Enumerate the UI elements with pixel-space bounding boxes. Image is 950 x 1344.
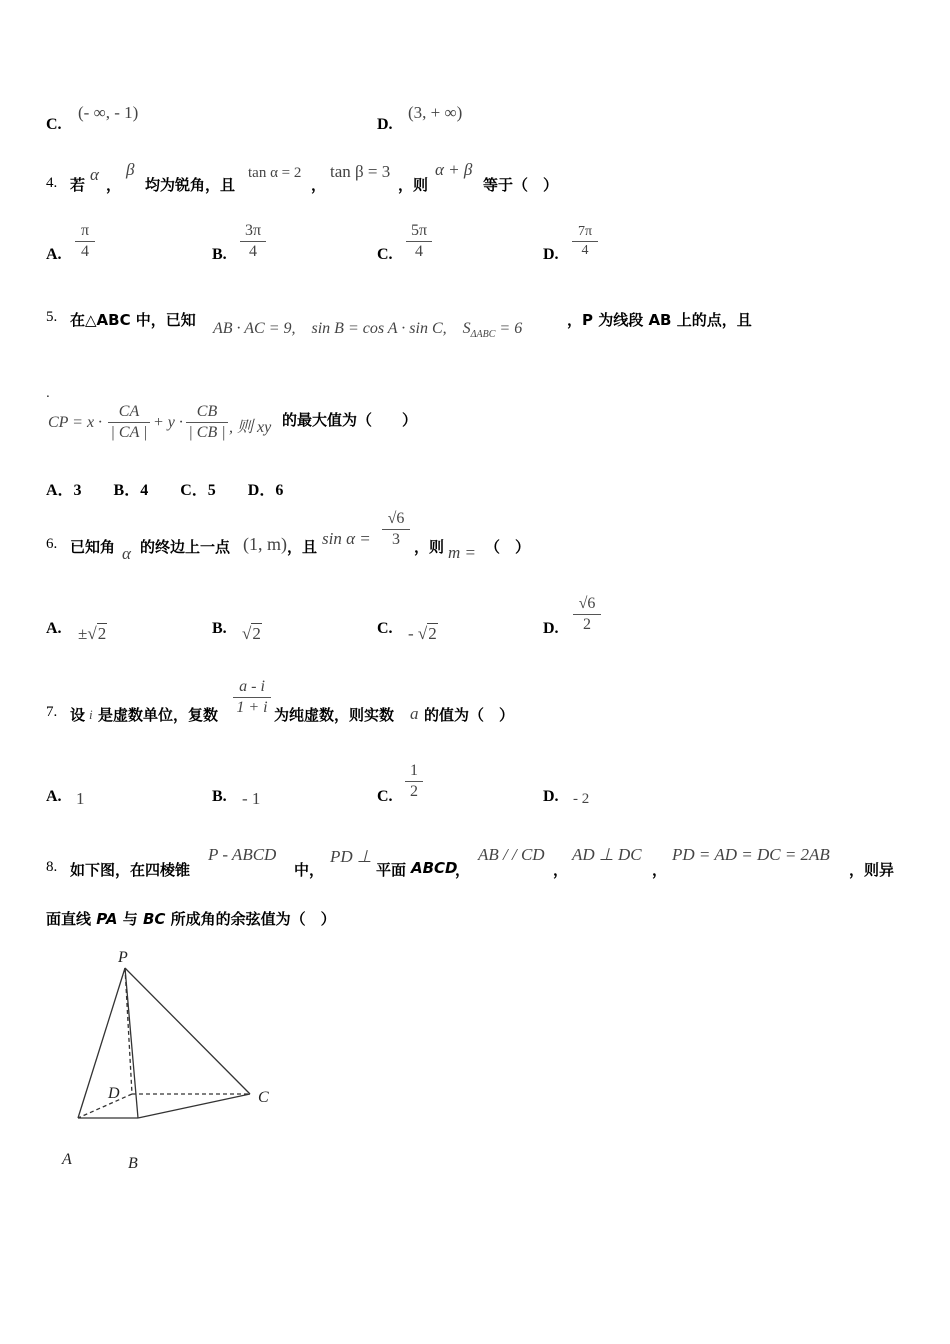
q7-option-d-label: D. [543,788,559,805]
q4-option-d-den: 4 [581,243,589,258]
q7-option-b-value: - 1 [242,789,261,808]
label-d: D [108,1085,120,1102]
q4-option-a-label: A. [46,246,62,263]
q7-option-a-value: 1 [76,789,85,808]
q8-line2-b: 与 [122,910,138,928]
q8-pyramid: P - ABCD [208,845,277,864]
q5-dot: . [46,386,50,400]
q5-text-3: 的最大值为（ ） [282,411,418,429]
q7-option-d-value: - 2 [573,791,590,807]
pyramid-figure [50,940,290,1180]
q7-option-b-label: B. [212,788,227,805]
q4-option-d-label: D. [543,246,559,263]
q4-option-d-fraction [572,224,598,259]
q7-fraction [233,678,271,717]
q4-option-a-den: 4 [81,243,89,260]
q5-cond-text: AB · AC = 9, sin B = cos A · sin C, S [213,320,471,337]
q7-option-c-label: C. [377,788,393,805]
q5-options: A．3 B．4 C．5 D．6 [46,482,284,499]
label-a: A [62,1151,72,1168]
q7-option-c-num: 1 [405,762,423,782]
q5-cb-num: CB [186,403,228,423]
q6-option-d-rad: 6 [587,595,596,612]
q8-line2-a: 面直线 [46,910,92,928]
q5-text-1: 在△ABC 中，已知 [70,311,196,329]
q4-sum: α + β [435,160,473,179]
q4-option-d-num: 7π [572,224,598,242]
q8-bc: BC [142,910,166,928]
q3-option-d-value: (3, + ∞) [408,103,463,122]
q6-den: 3 [392,531,400,548]
q7-text-4: 的值为（ ） [424,706,515,724]
q6-option-b-value: √2 [242,624,261,643]
q6-sqrt-num: 6 [396,510,405,527]
q8-comma-2: ， [553,861,569,879]
q4-option-b-num: 3π [240,222,266,242]
q4-option-c-num: 5π [406,222,432,242]
q6-text-1: 已知角 [70,538,116,556]
q7-text-1: 设 [70,706,86,724]
q6-number: 6. [46,536,58,552]
q6-option-c-value: - √2 [408,624,437,643]
q6-text-3: ，且 [287,538,318,556]
q6-option-a-rad: 2 [97,624,107,643]
q6-sin: sin α = [322,529,371,548]
q5-ca-den: | CA | [110,424,148,441]
q4-number: 4. [46,175,58,191]
q6-alpha: α [122,544,131,563]
q6-text-5: （ ） [485,538,531,556]
edge-bc [138,1094,250,1118]
q5-ca-num: CA [108,403,150,423]
q5-then: , 则 xy [229,419,272,436]
q6-text-4: ，则 [414,538,445,556]
q5-ca-fraction [108,403,150,442]
q4-comma: ， [106,176,122,194]
q5-cond-tail: = 6 [495,320,523,337]
q4-comma-2: ， [311,176,327,194]
q8-text-1: 如下图，在四棱锥 [70,861,191,879]
q8-pa: PA [96,910,118,928]
q6-fraction: $\frac{√6}{3}$ [382,510,410,549]
q7-i: i [89,707,93,722]
q7-den: 1 + i [236,699,268,716]
q7-text-2: 是虚数单位，复数 [98,706,219,724]
q4-option-c-fraction [406,222,432,261]
q4-option-c-den: 4 [415,243,423,260]
q4-text-4: 等于（ ） [483,176,559,194]
q4-option-a-num: π [75,222,95,242]
label-b: B [128,1155,138,1172]
q6-option-d-fraction: $\frac{√6}{2}$ [573,595,601,634]
q4-text-1: 若 [70,176,86,194]
q6-m: m = [448,543,476,562]
q6-option-c-rad: 2 [428,624,437,643]
q5-cb-fraction [186,403,228,442]
q6-option-d-den: 2 [583,616,591,633]
q4-alpha: α [90,165,99,184]
q4-option-b-fraction [240,222,266,261]
q8-cond-3: PD = AD = DC = 2AB [672,845,830,864]
q6-point: (1, m) [243,534,287,554]
q4-tan-beta: tan β = 3 [330,162,391,181]
q8-abcd: ABCD [411,859,458,877]
q7-a: a [410,704,419,723]
q4-option-c-label: C. [377,246,393,263]
q8-cond-2: AD ⊥ DC [572,845,642,864]
q7-option-c-fraction [405,762,423,801]
q7-number: 7. [46,704,58,720]
q5-area-subscript: ΔABC [470,329,496,341]
q5-plus-y: + y · [153,414,183,431]
q6-option-a-label: A. [46,620,62,637]
q8-text-4: ，则异 [849,861,895,879]
q4-text-3: ，则 [398,176,429,194]
q6-text-2: 的终边上一点 [140,538,231,556]
q4-text-2: 均为锐角，且 [145,176,236,194]
q8-line2-c: 所成角的余弦值为（ ） [170,910,336,928]
q4-tan-alpha: tan α = 2 [248,165,302,181]
q6-option-d-label: D. [543,620,559,637]
q7-text-3: 为纯虚数，则实数 [274,706,395,724]
q4-beta: β [126,160,135,179]
q8-text-3: 平面 [376,861,407,879]
q3-option-d-label: D. [377,116,393,133]
label-c: C [258,1089,269,1106]
q8-comma-1: ， [455,861,471,879]
edge-pb [125,968,138,1118]
q6-option-a-prefix: ± [78,624,88,643]
q6-option-b-rad: 2 [252,624,261,643]
edge-da-hidden [78,1094,132,1118]
q8-pd: PD ⊥ [330,847,372,866]
q8-line-2 [46,908,336,929]
q8-cond-1: AB / / CD [478,845,545,864]
q8-text-2: 中， [294,861,325,879]
q6-option-c-label: C. [377,620,393,637]
q4-option-b-den: 4 [249,243,257,260]
q8-number: 8. [46,859,58,875]
q7-num: a - i [233,678,271,698]
q3-option-c-value: (- ∞, - 1) [78,103,139,122]
q6-option-b-label: B. [212,620,227,637]
q5-cp-lhs: CP = x · [48,414,103,431]
q5-number: 5. [46,309,58,325]
q4-option-b-label: B. [212,246,227,263]
q7-option-c-den: 2 [410,783,418,800]
q8-comma-3: ， [652,861,668,879]
q7-option-a-label: A. [46,788,62,805]
question-4 [46,172,57,192]
q4-option-a-fraction [75,222,95,261]
q5-text-2: ，P 为线段 AB 上的点，且 [567,311,752,329]
q6-option-c-prefix: - [408,624,418,643]
q3-option-c-label: C. [46,116,62,133]
q5-cb-den: | CB | [188,424,226,441]
q5-conditions [213,315,522,340]
edge-pc [125,968,250,1094]
q6-option-a-value: ±√2 [78,624,107,643]
label-p: P [118,949,128,966]
